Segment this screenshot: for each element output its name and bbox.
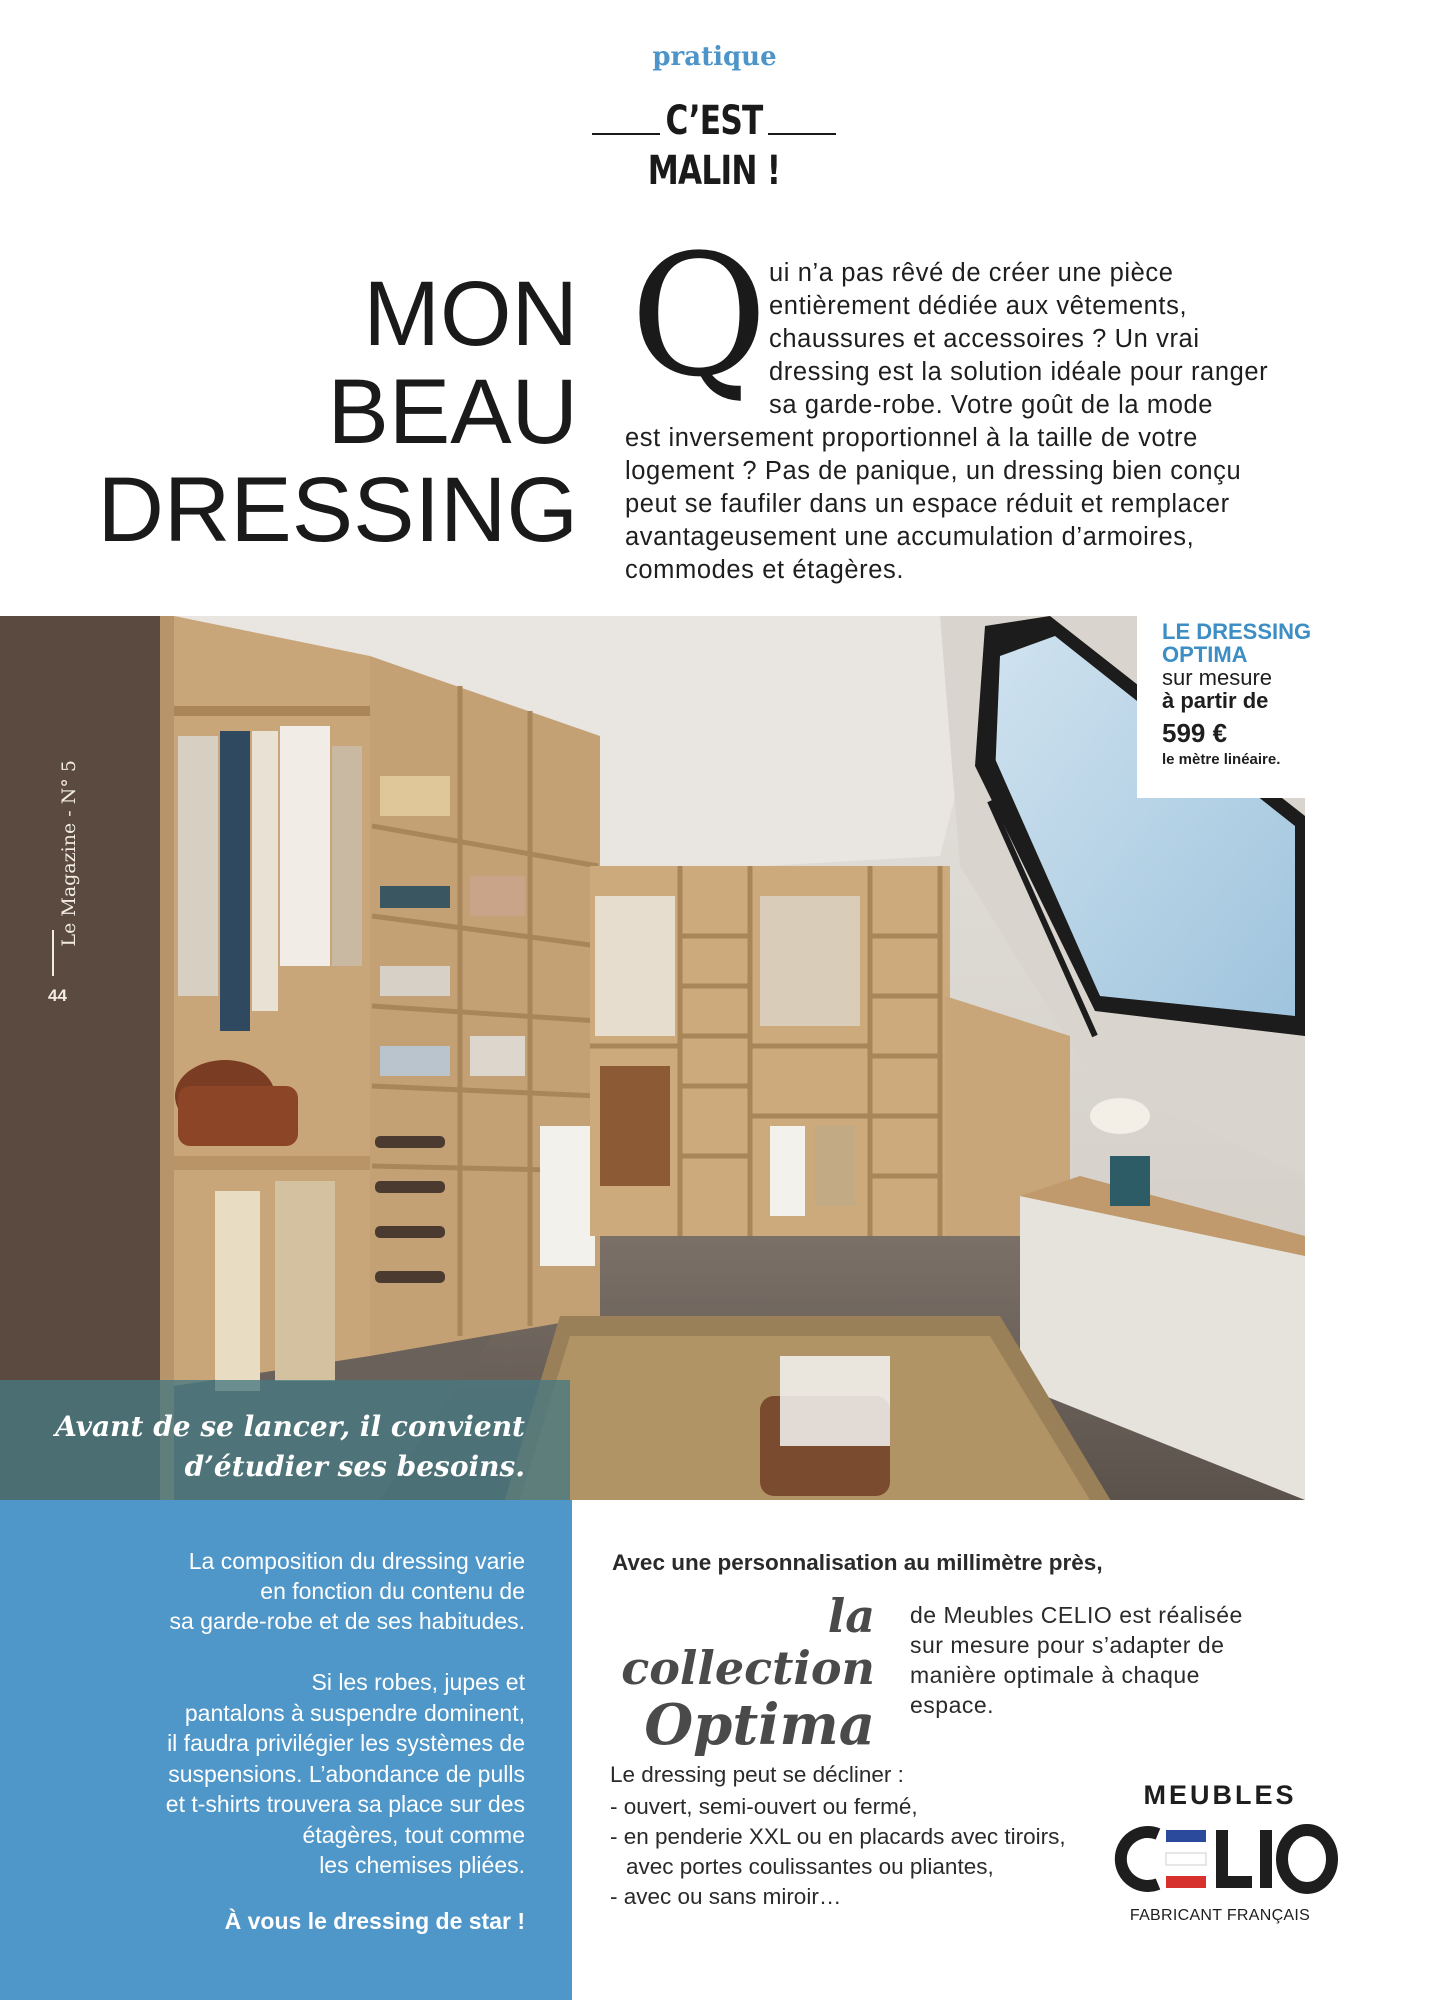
collection-description [910, 1600, 1280, 1720]
banner-line-2: MALIN ! [647, 148, 781, 194]
advice-line: suspensions. L’abondance de pulls [168, 1760, 525, 1787]
intro-paragraph [625, 257, 1305, 587]
magazine-issue: Le Magazine - N° 5 [58, 760, 80, 947]
collection-lead: Avec une personnalisation au millimètre près, [612, 1550, 1103, 1575]
drop-cap: Q [630, 218, 768, 414]
title-line-3: DRESSING [97, 459, 578, 561]
caption-line-2: d’étudier ses besoins. [184, 1450, 525, 1483]
price-value: 599 € [1162, 718, 1228, 748]
variant-item: - avec ou sans miroir… [610, 1884, 842, 1909]
intro-line: chaussures et accessoires ? Un vrai [769, 325, 1200, 353]
variant-item: - en penderie XXL ou en placards avec tiroirs, avec portes coulissantes ou pliantes, [610, 1824, 1066, 1879]
logo-bar-blue [1166, 1830, 1206, 1842]
title-line-1: MON [363, 263, 578, 365]
logo-letter-c [1121, 1832, 1158, 1886]
advice-line: étagères, tout comme [302, 1821, 525, 1848]
collection-name [605, 1590, 875, 1756]
section-label: pratique [652, 42, 777, 72]
description-line: sur mesure pour s’adapter de [910, 1632, 1225, 1658]
dressing-room-photo [0, 616, 1305, 1500]
price-title-line-2: OPTIMA [1162, 642, 1248, 667]
logo-brand-top: MEUBLES [1143, 1780, 1297, 1810]
variants-list [610, 1792, 1070, 1912]
intro-line: dressing est la solution idéale pour ranger [769, 358, 1269, 386]
price-title [1162, 620, 1332, 666]
logo-tagline: FABRICANT FRANÇAIS [1129, 1907, 1311, 1924]
price-title-line-1: LE DRESSING [1162, 619, 1312, 644]
advice-paragraph-2 [60, 1667, 525, 1881]
celio-logo [1100, 1814, 1340, 1904]
intro-line: entièrement dédiée aux vêtements, [769, 292, 1188, 320]
caption-line-1: Avant de se lancer, il convient [55, 1410, 525, 1443]
advice-line: pantalons à suspendre dominent, [184, 1699, 525, 1726]
intro-line: peut se faufiler dans un espace réduit et remplacer [625, 490, 1230, 518]
page-number: 44 [48, 986, 67, 1005]
description-line: espace. [910, 1692, 995, 1718]
intro-line: sa garde-robe. Votre goût de la mode [769, 391, 1214, 419]
photo-caption [30, 1407, 525, 1487]
advice-line: Si les robes, jupes et [311, 1669, 525, 1695]
price-from: à partir de [1162, 688, 1269, 713]
collection-name-line-2: Optima [644, 1692, 875, 1758]
intro-line: commodes et étagères. [625, 556, 905, 584]
description-line: de Meubles CELIO est réalisée [910, 1602, 1243, 1628]
advice-line: La composition du dressing varie [188, 1548, 525, 1574]
intro-line: avantageusement une accumulation d’armoires, [625, 523, 1195, 551]
intro-line: logement ? Pas de panique, un dressing bien conçu [625, 457, 1242, 485]
advice-line: sa garde-robe et de ses habitudes. [169, 1608, 525, 1634]
logo-bar-red [1166, 1876, 1206, 1888]
collection-name-line-1: la collection [621, 1589, 875, 1695]
advice-line: et t-shirts trouvera sa place sur des [165, 1791, 525, 1817]
article-title [60, 265, 578, 559]
advice-line: les chemises pliées. [319, 1852, 525, 1878]
logo-bar-white [1166, 1853, 1206, 1865]
price-unit: le mètre linéaire. [1162, 751, 1281, 768]
advice-line: il faudra privilégier les systèmes de [167, 1730, 525, 1756]
advice-conclusion: À vous le dressing de star ! [224, 1908, 525, 1934]
variant-item: - ouvert, semi-ouvert ou fermé, [610, 1794, 918, 1819]
advice-line: en fonction du contenu de [260, 1578, 525, 1604]
folio-divider [52, 930, 54, 976]
title-line-2: BEAU [327, 361, 578, 463]
variants-lead: Le dressing peut se décliner : [610, 1762, 904, 1787]
advice-paragraph-1 [60, 1546, 525, 1636]
intro-line: est inversement proportionnel à la taille de votre [625, 424, 1198, 452]
price-subtitle: sur mesure [1162, 665, 1273, 690]
banner-line-1: C’EST [665, 98, 763, 144]
intro-line: ui n’a pas rêvé de créer une pièce [769, 259, 1174, 287]
banner-title [620, 96, 807, 196]
description-line: manière optimale à chaque [910, 1662, 1200, 1688]
